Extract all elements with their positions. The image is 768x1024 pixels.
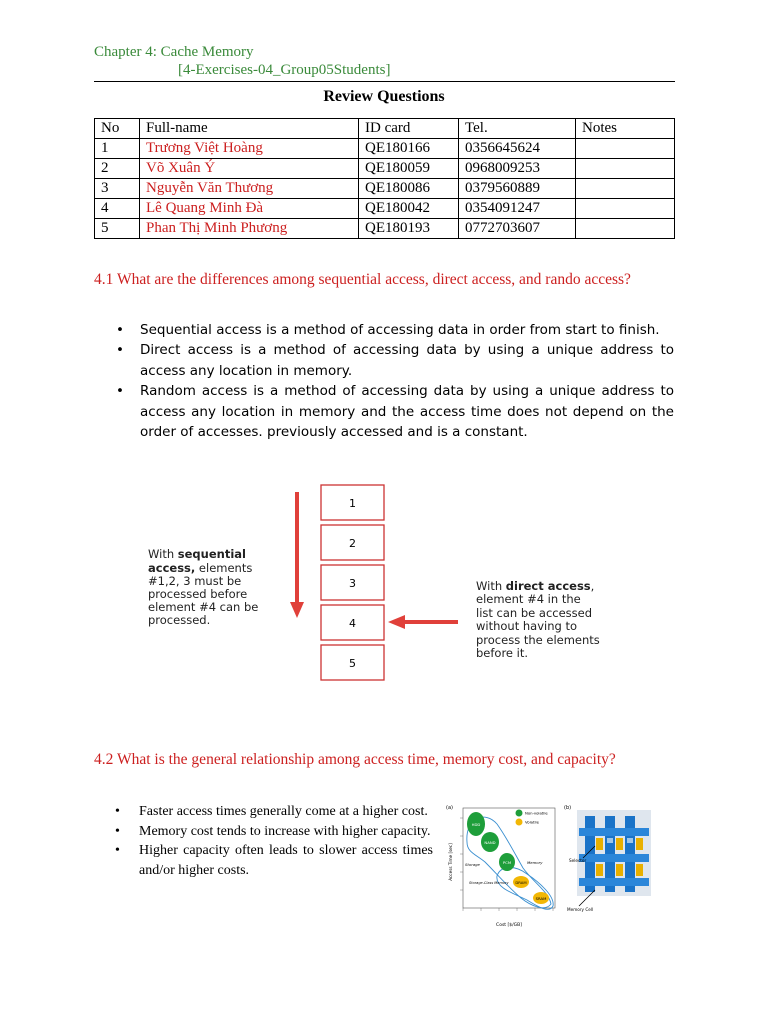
answer-4-1-list xyxy=(94,320,674,442)
table-row xyxy=(95,199,675,219)
svg-text:before it.: before it. xyxy=(476,646,529,660)
svg-text:access, elements: access, elements xyxy=(148,561,253,575)
selector-label: Selector xyxy=(569,858,587,863)
cell-name: Phan Thị Minh Phương xyxy=(140,219,359,239)
question-4-1-title: 4.1 What are the differences among sequential access, direct access, and rando access? xyxy=(94,271,631,288)
list-item: • Direct access is a method of accessing data by using a unique address to access any location in memory. xyxy=(140,340,674,381)
cell-no: 5 xyxy=(95,219,140,239)
question-4-2-title: 4.2 What is the general relationship among access time, memory cost, and capacity? xyxy=(94,751,616,768)
col-header-name: Full-name xyxy=(140,119,359,139)
region-label: Storage-Class Memory xyxy=(469,881,509,885)
point-label: NAND xyxy=(484,840,496,845)
memory-boxes xyxy=(321,485,384,680)
cell-tel: 0772703607 xyxy=(459,219,576,239)
cell-id: QE180059 xyxy=(359,159,459,179)
svg-text:processed before: processed before xyxy=(148,587,248,601)
point-label: DRAM xyxy=(515,880,527,885)
cell-id: QE180042 xyxy=(359,199,459,219)
table-header-row xyxy=(95,119,675,139)
header-rule xyxy=(94,81,675,82)
cell-name: Trương Việt Hoàng xyxy=(140,139,359,159)
svg-text:With sequential: With sequential xyxy=(148,547,246,561)
svg-text:With direct access,: With direct access, xyxy=(476,579,595,593)
table-row xyxy=(95,139,675,159)
point-label: SRAM xyxy=(535,896,547,901)
list-item: • Faster access times generally come at a higher cost. xyxy=(139,802,433,822)
access-methods-figure xyxy=(140,480,640,690)
point-label: PCM xyxy=(502,860,512,865)
review-title: Review Questions xyxy=(323,88,445,105)
cell-notes xyxy=(576,199,675,219)
memory-cell-label: Memory Cell xyxy=(567,907,594,912)
y-axis-label: Access Time [sec] xyxy=(448,843,453,881)
list-item: • Memory cost tends to increase with higher capacity. xyxy=(139,822,433,842)
cell-notes xyxy=(576,179,675,199)
cell-id: QE180086 xyxy=(359,179,459,199)
svg-text:without having to: without having to xyxy=(476,619,578,633)
box-label: 5 xyxy=(349,657,356,670)
cell-id: QE180193 xyxy=(359,219,459,239)
region-label: Storage xyxy=(465,862,480,867)
svg-text:#1,2, 3 must be: #1,2, 3 must be xyxy=(148,574,242,588)
cell-no: 2 xyxy=(95,159,140,179)
svg-text:element #4 can be: element #4 can be xyxy=(148,600,259,614)
col-header-id: ID card xyxy=(359,119,459,139)
direct-caption xyxy=(476,579,600,660)
table-row xyxy=(95,219,675,239)
answer-4-2-list xyxy=(94,802,433,880)
col-header-tel: Tel. xyxy=(459,119,576,139)
cell-tel: 0968009253 xyxy=(459,159,576,179)
svg-text:element #4 in the: element #4 in the xyxy=(476,592,581,606)
crossbar-array-figure xyxy=(563,802,659,914)
members-table xyxy=(94,118,675,239)
table-row xyxy=(95,179,675,199)
list-item: • Sequential access is a method of accessing data in order from start to finish. xyxy=(140,320,674,340)
point-label: HDD xyxy=(471,822,481,827)
cell-tel: 0356645624 xyxy=(459,139,576,159)
svg-text:process the elements: process the elements xyxy=(476,633,600,647)
cell-notes xyxy=(576,139,675,159)
svg-text:list can be accessed: list can be accessed xyxy=(476,606,593,620)
list-item: • Higher capacity often leads to slower access times and/or higher costs. xyxy=(139,841,433,880)
cell-name: Lê Quang Minh Đà xyxy=(140,199,359,219)
table-row xyxy=(95,159,675,179)
box-label: 1 xyxy=(349,497,356,510)
legend-swatch-nonvolatile xyxy=(516,810,523,817)
chapter-header: Chapter 4: Cache Memory xyxy=(94,44,254,60)
group-header: [4-Exercises-04_Group05Students] xyxy=(178,62,391,78)
cell-id: QE180166 xyxy=(359,139,459,159)
cell-tel: 0354091247 xyxy=(459,199,576,219)
col-header-no: No xyxy=(95,119,140,139)
memory-cost-chart xyxy=(445,802,558,930)
cell-name: Võ Xuân Ý xyxy=(140,159,359,179)
cell-notes xyxy=(576,159,675,179)
legend-label: Non-volatile xyxy=(525,810,548,816)
cell-no: 3 xyxy=(95,179,140,199)
sequential-arrow-icon xyxy=(290,492,304,618)
list-item: • Random access is a method of accessing data by using a unique address to access any location in memory and the access time does not depend on the order of accesses. previously accessed and is a constant. xyxy=(140,381,674,442)
direct-arrow-icon xyxy=(388,615,458,629)
col-header-notes: Notes xyxy=(576,119,675,139)
box-label: 4 xyxy=(349,617,356,630)
cell-notes xyxy=(576,219,675,239)
box-label: 3 xyxy=(349,577,356,590)
cell-no: 1 xyxy=(95,139,140,159)
cell-name: Nguyễn Văn Thương xyxy=(140,179,359,199)
cell-no: 4 xyxy=(95,199,140,219)
x-axis-label: Cost [$/GB] xyxy=(496,923,522,928)
legend-swatch-volatile xyxy=(516,819,523,826)
panel-label-b: (b) xyxy=(564,805,572,811)
sequential-caption xyxy=(148,547,258,627)
region-label: Memory xyxy=(527,860,543,865)
box-label: 2 xyxy=(349,537,356,550)
legend-label: Volatile xyxy=(525,819,539,825)
panel-label-a: (a) xyxy=(446,805,453,811)
svg-text:processed.: processed. xyxy=(148,613,211,627)
cell-tel: 0379560889 xyxy=(459,179,576,199)
